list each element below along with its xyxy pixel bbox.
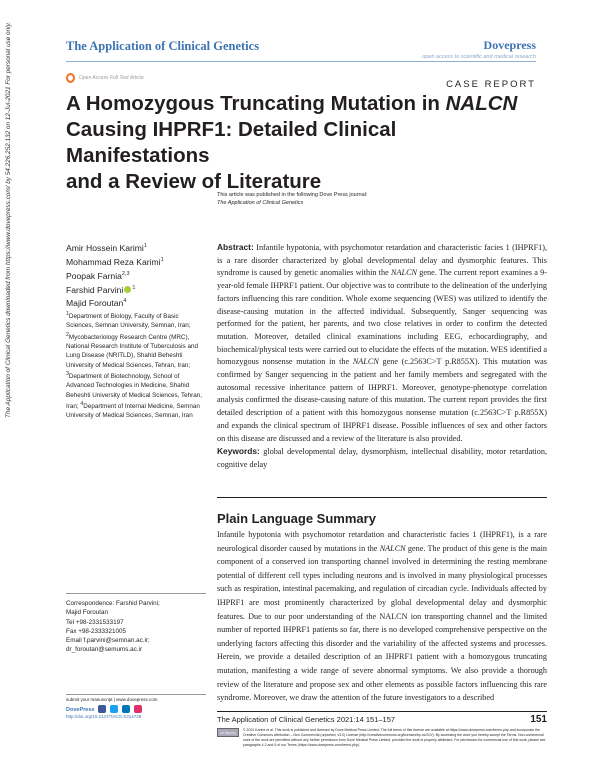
correspondence-divider (66, 593, 206, 594)
license-text: © 2021 Karimi et al. This work is published and licensed by Dove Medical Press Limited. The full terms of this license are available at https://www.dovepress.com/terms.php and incorporate the Creative Commons Attribution – Non Commercial (unported, v3.0) License (http://creativecommons.org/licenses/by-nc/3.0/). By accessing the work you hereby accept the Terms. Non-commercial uses of the work are permitted without any further permission from Dove Medical Press Limited, provided the work is properly attributed. For permission for commercial use of this work, please see paragraphs 4.2 and 5 of our Terms (https://www.dovepress.com/terms.php). (243, 728, 546, 747)
orcid-icon[interactable] (124, 286, 131, 293)
title-line2: Causing IHPRF1: Detailed Clinical Manifestations (66, 118, 397, 167)
correspondence: Correspondence: Farshid Parvini; Majid Foroutan Tel +98-2331533197 Fax +98-2333321005 Email f.parvini@semnan.ac.ir; dr_foroutan@semums.ac.ir (66, 599, 206, 655)
correspondence-email[interactable]: dr_foroutan@semums.ac.ir (66, 646, 143, 654)
affiliations: $^1$Department of Biology, Faculty of Basic Sciences, Semnan University, Semnan, Iran; $^2$Mycobacteriology Research Centre (MRC), National Research Institute of Tuberculosis and Lung Disease (NRITLD), Shahid Beheshti University of Medical Sciences, Tehran, Iran; $^3$Department of Biotechnology, School of Advanced Technologies in Medicine, Shahid Beheshti University of Medical Sciences, Tehran, Iran; $^4$Department of Internal Medicine, Semnan University of Medical Sciences, Semnan, Iran (66, 311, 203, 420)
plain-language-summary: Infantile hypotonia with psychomotor retardation and characteristic facies 1 (IHPRF1), is a rare neurological disorder caused by mutations in the NALCN gene. The product of this gene is the main component of a conserved ion transporting channel involved in determining the resting membrane potential of different cell types including neurons and is involved in many physiological processes such as respiration, intestinal pacemaking, and regulation of circadian cycle. Individuals affected by IHPRF1 are most prominently characterized by global developmental delay and dysmorphic features. Due to our poor understanding of the NALCN ion transporting channel and the limited number of reported IHPRF1 patients so far, there is no developed comprehensive perspective on the underlying factors affecting this disorder and the variability of the affected systems and processes. Herein, we provide a detailed description of an IHPRF1 patient with a homozygous truncating mutation, manifesting a wide range of severe abnormal symptoms. We also provide a thorough review of the literature and propose sex and other elements as possible factors influencing this rare syndrome. Moreover, we draw the attention of the future investigators to a described (217, 530, 547, 703)
publisher-logo[interactable]: Dovepress (483, 38, 536, 52)
share-block (66, 694, 206, 719)
open-access-badge (66, 73, 144, 83)
dovepress-mini-logo[interactable]: DovePress (66, 707, 95, 713)
publication-note-text: This article was published in the following Dove Press journal: (217, 192, 368, 198)
download-watermark: The Application of Clinical Genetics downloaded from https://www.dovepress.com/ by 54.226.252.132 on 12-Jul-2021 For personal use only. (5, 22, 12, 419)
twitter-icon[interactable] (110, 705, 118, 713)
publication-note (217, 191, 367, 207)
publisher-tagline: open access to scientific and medical research (422, 54, 536, 60)
header-divider (66, 61, 536, 62)
article-title (66, 91, 536, 195)
footer-citation: The Application of Clinical Genetics 2021:14 151–157 (217, 715, 396, 724)
abstract: Abstract: Infantile hypotonia, with psychomotor retardation and characteristic facies 1 (IHPRF1), is a rare disorder characterized by global developmental delay and dysmorphic features. This syndrome is caused by genetic anomalies within the NALCN gene. The current report examines a 9-year-old female IHPRF1 patient. Our objective was to contribute to the delineation of the underlying factors influencing this rare condition. Whole exome sequencing (WES) was utilized to identify the disease-causing mutation in the affected individual. Subsequently, Sanger sequencing was performed for the patient, her parents, and two close relatives in order to confirm the detected mutation. Moreover, detailed clinical examinations including EEG, echocardiography, and biochemical/physical tests were carried out to elucidate the effects of the mutation. WES identified a homozygous nonsense mutation in the NALCN gene (c.2563C>T p.R855X). This mutation was confirmed by Sanger sequencing in the patient and her family members and segregated with the autosomal recessive inheritance pattern of IHPRF1. Moreover, genotype-phenotype correlation analysis confirmed the disease-causing nature of this mutation. The current report provides the first detailed description of a patient with this homozygous nonsense mutation (c.2563C>T p.R855X) and expands the clinical spectrum of IHPRF1 disease. Possible influences of sex and other factors on this disease are discussed and a review of the literature is also provided. Keywords: global developmental delay, dysmorphism, intellectual disability, motor retardation, cognitive delay (217, 241, 547, 472)
doi-link[interactable]: http://doi.org/10.2147/TACG.S314728 (66, 714, 142, 719)
title-line1: A Homozygous Truncating Mutation in (66, 92, 446, 115)
facebook-icon[interactable] (98, 705, 106, 713)
plain-language-heading: Plain Language Summary (217, 511, 376, 526)
keywords: Keywords: global developmental delay, dysmorphism, intellectual disability, motor retardation, cognitive delay (217, 446, 547, 469)
submit-manuscript-link[interactable]: submit your manuscript | www.dovepress.com (66, 697, 158, 702)
open-access-icon (66, 73, 75, 83)
publication-note-journal[interactable]: The Application of Clinical Genetics (217, 200, 304, 206)
author: Amir Hossein Karimi$^1$ (66, 242, 147, 253)
page-number: 151 (530, 714, 547, 725)
abstract-label: Abstract: (217, 242, 254, 252)
license (217, 728, 547, 748)
page-footer (217, 714, 547, 725)
author-list (66, 240, 206, 309)
article-type: CASE REPORT (446, 79, 536, 90)
journal-name[interactable]: The Application of Clinical Genetics (66, 39, 260, 53)
linkedin-icon[interactable] (122, 705, 130, 713)
author: Majid Foroutan$^4$ (66, 298, 127, 309)
footer-divider (217, 711, 547, 712)
title-line3: and a Review of Literature (66, 170, 322, 193)
correspondence-email[interactable]: Email f.parvini@semnan.ac.ir; (66, 637, 150, 645)
title-gene: NALCN (445, 92, 518, 115)
author: Farshid Parvini $^1$ (66, 284, 136, 295)
cc-license-icon[interactable]: cc by-nc (217, 728, 239, 737)
author: Mohammad Reza Karimi$^1$ (66, 256, 164, 267)
open-access-label: Open Access Full Text Article (79, 75, 144, 81)
abstract-divider (217, 497, 547, 498)
social-links (66, 705, 206, 713)
share-icon[interactable] (134, 705, 142, 713)
author: Poopak Farnia$^{2,3}$ (66, 270, 130, 281)
